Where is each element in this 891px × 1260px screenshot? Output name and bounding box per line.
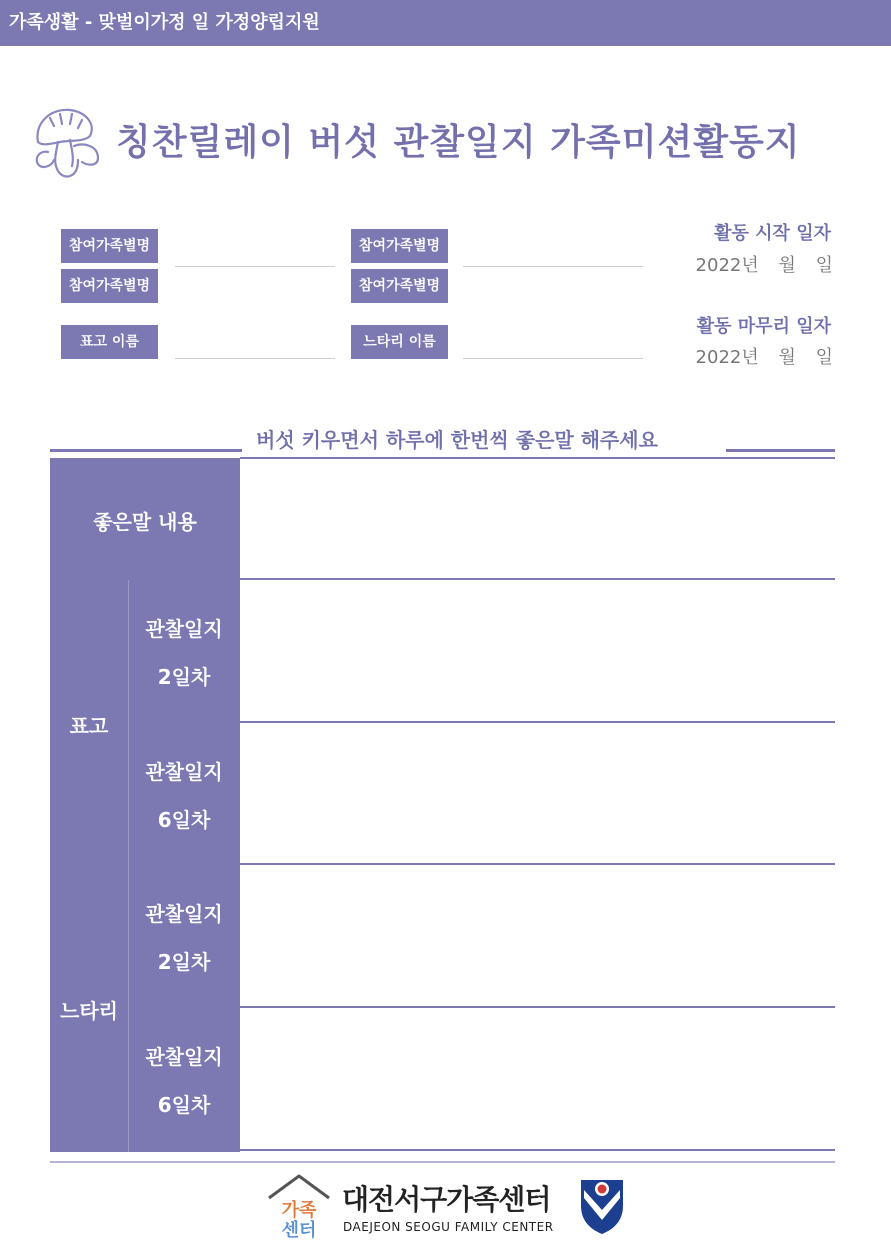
footer bbox=[260, 1168, 640, 1250]
end-month: 월 bbox=[778, 347, 796, 368]
participant-label-2: 참여가족별명 bbox=[61, 269, 158, 303]
table-top-line bbox=[240, 457, 835, 459]
mushroom2-label: 느타리 bbox=[60, 999, 118, 1023]
seogu-shield-emblem bbox=[578, 1176, 626, 1236]
mushroom1-name-label: 표고 이름 bbox=[61, 325, 158, 359]
row-divider-4 bbox=[240, 1006, 835, 1008]
row-divider-3 bbox=[240, 863, 835, 865]
title-row bbox=[30, 98, 880, 188]
mushroom2-name-label: 느타리 이름 bbox=[351, 325, 448, 359]
row-divider-5 bbox=[240, 1149, 835, 1151]
end-year: 2022년 bbox=[695, 347, 759, 368]
obs-day2-label-1 bbox=[128, 605, 240, 701]
mushroom1-day6-cell[interactable] bbox=[241, 724, 835, 862]
start-date-label: 활동 시작 일자 bbox=[714, 223, 831, 244]
obs-day: 2일차 bbox=[157, 665, 211, 689]
mushroom2-day6-cell[interactable] bbox=[241, 1009, 835, 1148]
participant-label-3: 참여가족별명 bbox=[351, 229, 448, 263]
logo-text-top: 가족 bbox=[281, 1200, 317, 1221]
family-center-logo bbox=[265, 1172, 333, 1240]
mushroom1-name-line[interactable] bbox=[175, 358, 335, 359]
start-year: 2022년 bbox=[695, 255, 759, 276]
org-name-korean: 대전서구가족센터 bbox=[342, 1183, 551, 1216]
end-date-label: 활동 마무리 일자 bbox=[696, 316, 831, 337]
compliment-label: 좋은말 내용 bbox=[93, 510, 197, 534]
category-text: 가족생활 - 맞벌이가정 일 가정양립지원 bbox=[9, 12, 320, 33]
obs-day6-label-2 bbox=[128, 1033, 240, 1129]
start-month: 월 bbox=[778, 255, 796, 276]
obs-word: 관찰일지 bbox=[145, 617, 223, 641]
footer-divider bbox=[50, 1161, 835, 1163]
section-rule-right bbox=[726, 449, 835, 452]
row-divider-2 bbox=[240, 721, 835, 723]
mushroom-icon bbox=[30, 102, 106, 182]
participant-input-line-1[interactable] bbox=[175, 266, 335, 267]
end-day: 일 bbox=[815, 347, 833, 368]
participant-input-line-2[interactable] bbox=[463, 266, 643, 267]
mushroom1-label: 표고 bbox=[69, 714, 109, 738]
obs-day2-label-2 bbox=[128, 890, 240, 986]
compliment-write-cell[interactable] bbox=[241, 460, 835, 577]
end-date-value[interactable] bbox=[696, 343, 833, 369]
obs-word: 관찰일지 bbox=[145, 902, 223, 926]
start-date-value[interactable] bbox=[696, 251, 833, 277]
obs-day: 2일차 bbox=[157, 950, 211, 974]
category-header bbox=[0, 0, 891, 46]
page-title: 칭찬릴레이 버섯 관찰일지 가족미션활동지 bbox=[116, 122, 801, 163]
section-rule-left bbox=[50, 449, 242, 452]
org-name-english: DAEJEON SEOGU FAMILY CENTER bbox=[343, 1220, 554, 1234]
obs-word: 관찰일지 bbox=[145, 760, 223, 784]
mushroom2-day2-cell[interactable] bbox=[241, 866, 835, 1005]
section-title: 버섯 키우면서 하루에 한번씩 좋은말 해주세요 bbox=[256, 428, 658, 452]
obs-word: 관찰일지 bbox=[145, 1045, 223, 1069]
mushroom1-day2-cell[interactable] bbox=[241, 581, 835, 720]
obs-day6-label-1 bbox=[128, 748, 240, 844]
mushroom2-name-line[interactable] bbox=[463, 358, 643, 359]
row-divider-1 bbox=[240, 578, 835, 580]
obs-day: 6일차 bbox=[157, 1093, 211, 1117]
participant-label-4: 참여가족별명 bbox=[351, 269, 448, 303]
logo-text-bottom: 센터 bbox=[281, 1220, 317, 1240]
obs-day: 6일차 bbox=[157, 808, 211, 832]
participant-label-1: 참여가족별명 bbox=[61, 229, 158, 263]
start-day: 일 bbox=[815, 255, 833, 276]
